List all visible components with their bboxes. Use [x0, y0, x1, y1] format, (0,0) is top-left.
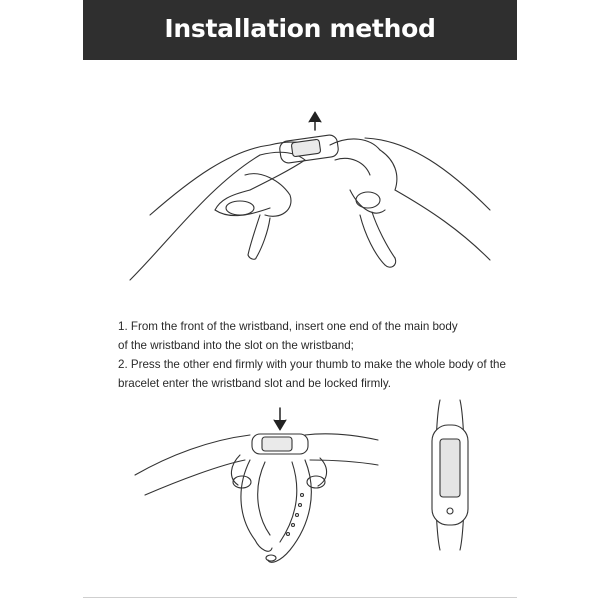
assembled-band-icon	[410, 395, 490, 555]
hands-inserting-module-icon	[120, 100, 500, 300]
thumb-pressing-module-icon	[130, 400, 380, 575]
instruction-line: 2. Press the other end firmly with your thumb to make the whole body of the	[118, 358, 506, 371]
instruction-line: bracelet enter the wristband slot and be locked firmly.	[118, 377, 392, 390]
instructions-text	[118, 317, 518, 393]
instruction-line: of the wristband into the slot on the wristband;	[118, 339, 354, 352]
instruction-line: 1. From the front of the wristband, insert one end of the main body	[118, 320, 458, 333]
header-bar	[83, 0, 517, 60]
footer-divider	[83, 597, 517, 598]
page-title: Installation method	[164, 13, 436, 43]
